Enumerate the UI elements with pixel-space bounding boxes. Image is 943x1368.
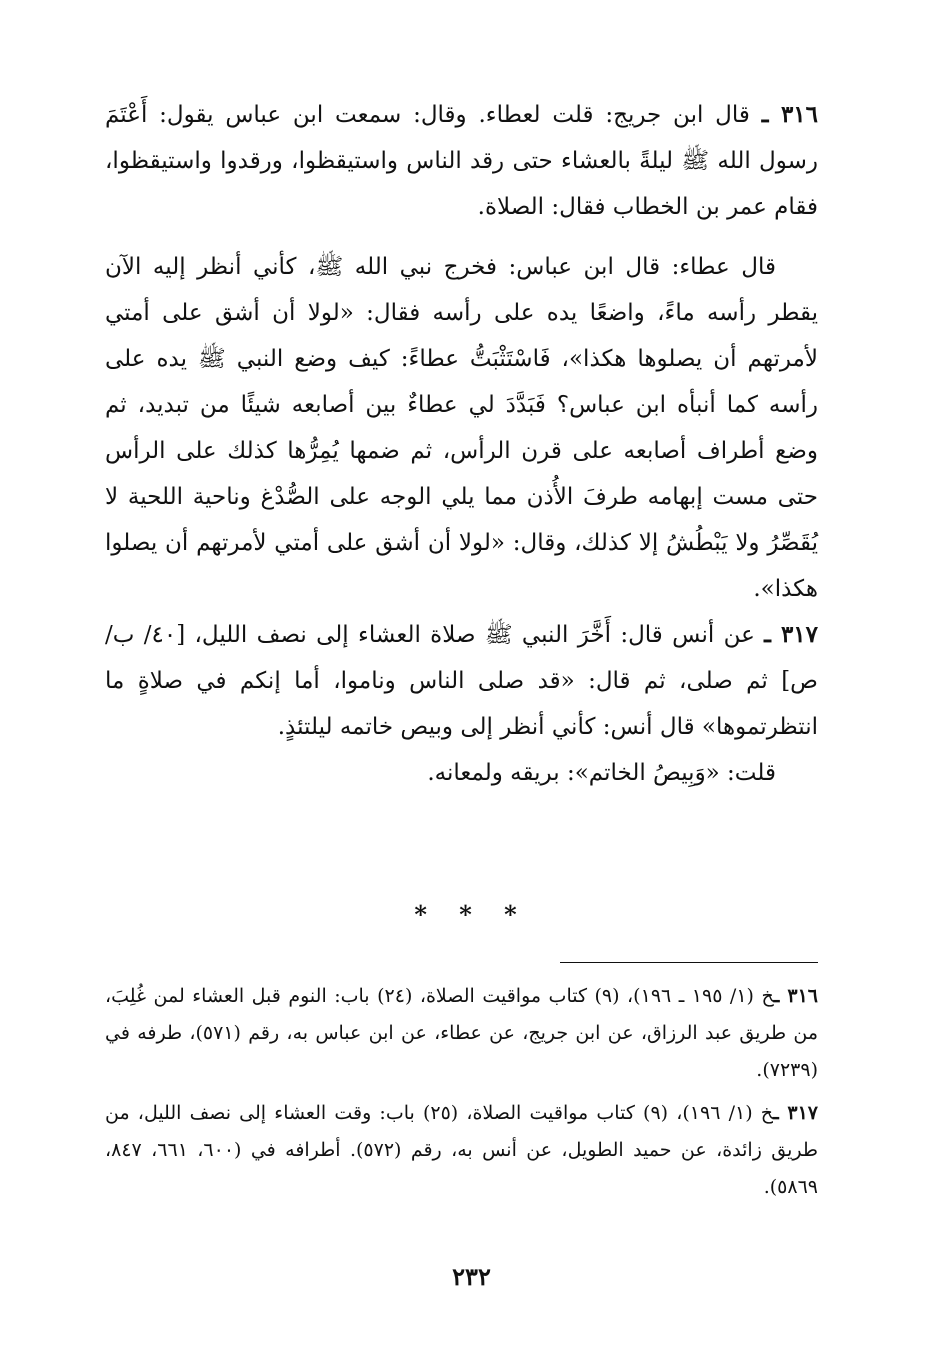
main-text	[105, 92, 818, 796]
hadith-316-continuation: قال عطاء: قال ابن عباس: فخرج نبي الله ﷺ، كأني أنظر إليه الآن يقطر رأسه ماءً، واضعًا يده على رأسه فقال: «لولا أن أشق على أمتي لأمرتهم أن يصلوها هكذا»، فَاسْتَثْبَتُّ عطاءً: كيف وضع النبي ﷺ يده على رأسه كما أنبأه ابن عباس؟ فَبَدَّدَ لي عطاءٌ بين أصابعه شيئًا من تبديد، ثم وضع أطراف أصابعه على قرن الرأس، ثم ضمها يُمِرُّها كذلك على الرأس حتى مست إبهامه طرفَ الأُذن مما يلي الوجه على الصُّدْغ وناحية اللحية لا يُقَصِّرُ ولا يَبْطُشُ إلا كذلك، وقال: «لولا أن أشق على أمتي لأمرتهم أن يصلوا هكذا».	[105, 254, 818, 602]
hadith-text: عن أنس قال: أَخَّرَ النبي ﷺ صلاة العشاء إلى نصف الليل، [٤٠/ ب/ ص] ثم صلى، ثم قال: «قد صلى الناس وناموا، أما إنكم في صلاةٍ ما انتظرتموها» قال أنس: كأني أنظر إلى وبيص خاتمه ليلتئذٍ.	[105, 622, 818, 740]
hadith-number: ٣١٦ ـ	[761, 101, 819, 128]
footnotes	[105, 978, 818, 1212]
hadith-317-note: قلت: «وَبِيصُ الخاتم»: بريقه ولمعانه.	[427, 760, 776, 786]
footnote-316	[105, 978, 818, 1089]
hadith-317	[105, 612, 818, 750]
hadith-text: قال ابن جريج: قلت لعطاء. وقال: سمعت ابن عباس يقول: أَعْتَمَ رسول الله ﷺ ليلةً بالعشاء حتى رقد الناس واستيقظوا، ورقدوا واستيقظوا، فقام عمر بن الخطاب فقال: الصلاة.	[105, 102, 818, 220]
section-separator: * * *	[414, 900, 529, 929]
paragraph-gap	[105, 230, 818, 244]
footnote-text: خ (١/ ١٩٦)، (٩) كتاب مواقيت الصلاة، (٢٥) باب: وقت العشاء إلى نصف الليل، من طريق زائدة، عن حميد الطويل، عن أنس به، رقم (٥٧٢). أطرافه في (٦٠٠، ٦٦١، ٨٤٧، ٥٨٦٩).	[105, 1102, 819, 1198]
page-number: ٢٣٢	[452, 1262, 491, 1291]
footnote-text: خ (١/ ١٩٥ ـ ١٩٦)، (٩) كتاب مواقيت الصلاة، (٢٤) باب: النوم قبل العشاء لمن غُلِبَ، من طريق عبد الرزاق، عن ابن جريج، عن عطاء، عن ابن عباس به، رقم (٥٧١)، طرفه في (٧٢٣٩).	[105, 985, 818, 1081]
footnote-317	[105, 1095, 818, 1206]
footnote-divider	[560, 962, 818, 963]
footnote-number: ٣١٧ ـ	[773, 1102, 819, 1124]
hadith-number: ٣١٧ ـ	[764, 621, 819, 648]
hadith-316	[105, 92, 818, 230]
footnote-number: ٣١٦ ـ	[773, 985, 818, 1007]
